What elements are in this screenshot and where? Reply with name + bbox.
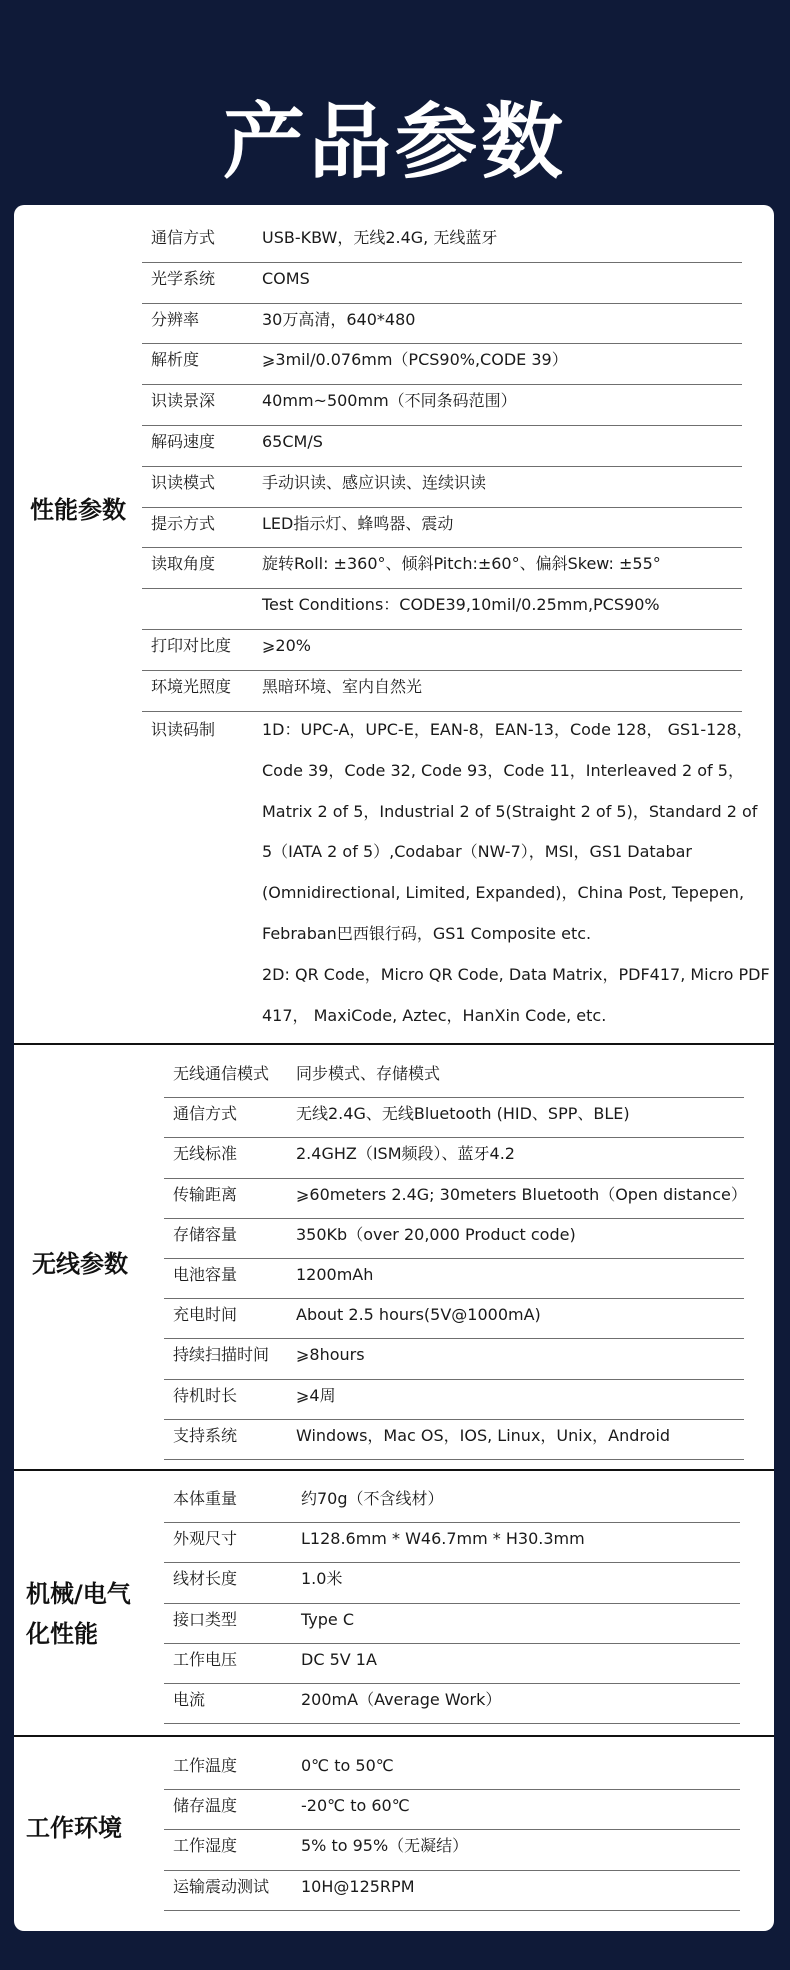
spec-row bbox=[142, 304, 742, 345]
spec-row bbox=[164, 1259, 744, 1299]
spec-row bbox=[164, 1299, 744, 1339]
spec-row bbox=[142, 671, 742, 712]
spec-row bbox=[164, 1830, 740, 1870]
section-divider bbox=[14, 1469, 774, 1471]
spec-row bbox=[142, 548, 742, 589]
spec-value: COMS bbox=[262, 268, 310, 288]
spec-key: 储存温度 bbox=[173, 1796, 238, 1816]
spec-value: Type C bbox=[301, 1609, 355, 1629]
codes-line: Febraban巴西银行码，GS1 Composite etc. bbox=[262, 924, 592, 943]
section-label-mechanical-line1: 机械/电气 bbox=[26, 1580, 131, 1608]
spec-value: 同步模式、存储模式 bbox=[296, 1064, 441, 1083]
spec-row bbox=[142, 589, 742, 630]
spec-row bbox=[164, 1380, 744, 1420]
spec-key: 识读景深 bbox=[151, 391, 216, 411]
spec-key: 工作温度 bbox=[173, 1756, 238, 1775]
spec-row bbox=[142, 263, 742, 304]
spec-key: 充电时间 bbox=[173, 1305, 238, 1325]
codes-line: 417， MaxiCode, Aztec，HanXin Code, etc. bbox=[262, 1005, 607, 1025]
spec-key: 解析度 bbox=[151, 350, 200, 370]
codes-line: Code 39，Code 32, Code 93，Code 11，Interleaved 2 of 5， bbox=[262, 760, 744, 780]
codes-label: 识读码制 bbox=[151, 720, 216, 739]
spec-key: 通信方式 bbox=[151, 228, 216, 247]
spec-key: 光学系统 bbox=[151, 268, 216, 288]
spec-row bbox=[164, 1058, 744, 1098]
codes-line: (Omnidirectional, Limited, Expanded)，China Post, Tepepen, bbox=[262, 883, 745, 903]
spec-value: USB-KBW，无线2.4G, 无线蓝牙 bbox=[262, 228, 498, 247]
spec-value: 5% to 95%（无凝结） bbox=[301, 1836, 469, 1856]
spec-row bbox=[164, 1098, 744, 1138]
spec-row bbox=[142, 385, 742, 426]
spec-row bbox=[142, 344, 742, 385]
spec-value: 0℃ to 50℃ bbox=[301, 1756, 394, 1775]
spec-row bbox=[164, 1483, 740, 1523]
spec-value: Test Conditions：CODE39,10mil/0.25mm,PCS90% bbox=[262, 595, 660, 615]
spec-row bbox=[164, 1644, 740, 1684]
spec-value: 黑暗环境、室内自然光 bbox=[262, 676, 423, 696]
spec-key: 无线通信模式 bbox=[173, 1064, 270, 1083]
spec-row bbox=[164, 1790, 740, 1830]
spec-row bbox=[164, 1219, 744, 1259]
spec-value: 手动识读、感应识读、连续识读 bbox=[262, 472, 487, 492]
section-label-wireless: 无线参数 bbox=[32, 1250, 128, 1278]
spec-key: 支持系统 bbox=[173, 1425, 238, 1445]
spec-key: 电流 bbox=[173, 1690, 206, 1709]
spec-value: About 2.5 hours(5V@1000mA) bbox=[296, 1305, 541, 1325]
spec-key: 解码速度 bbox=[151, 432, 216, 451]
spec-card bbox=[14, 205, 774, 1931]
spec-value: Windows，Mac OS，IOS, Linux，Unix，Android bbox=[296, 1425, 671, 1445]
spec-value: L128.6mm * W46.7mm * H30.3mm bbox=[301, 1529, 585, 1549]
spec-value: ⩾8hours bbox=[296, 1345, 365, 1365]
spec-value: LED指示灯、蜂鸣器、震动 bbox=[262, 513, 454, 533]
spec-key: 提示方式 bbox=[151, 513, 216, 533]
spec-key: 工作湿度 bbox=[173, 1836, 238, 1856]
spec-row bbox=[164, 1750, 740, 1790]
spec-value: 旋转Roll: ±360°、倾斜Pitch:±60°、偏斜Skew: ±55° bbox=[262, 554, 661, 574]
spec-row bbox=[164, 1179, 747, 1219]
spec-key: 本体重量 bbox=[173, 1489, 238, 1508]
spec-key: 识读模式 bbox=[151, 472, 216, 492]
spec-key: 读取角度 bbox=[151, 554, 216, 574]
spec-value: DC 5V 1A bbox=[301, 1649, 377, 1669]
spec-value: ⩾20% bbox=[262, 636, 311, 655]
codes-line: 5（IATA 2 of 5）,Codabar（NW-7），MSI，GS1 Databar bbox=[262, 842, 693, 862]
section-label-performance: 性能参数 bbox=[30, 496, 126, 524]
section-divider bbox=[14, 1735, 774, 1737]
spec-row bbox=[164, 1563, 740, 1603]
spec-key: 接口类型 bbox=[173, 1609, 238, 1629]
spec-value: 1.0米 bbox=[301, 1569, 343, 1589]
spec-value: 30万高清，640*480 bbox=[262, 309, 416, 329]
spec-key: 待机时长 bbox=[173, 1385, 238, 1405]
spec-key: 无线标准 bbox=[173, 1144, 238, 1164]
spec-value: ⩾60meters 2.4G; 30meters Bluetooth（Open distance） bbox=[296, 1184, 747, 1204]
spec-row bbox=[164, 1420, 744, 1460]
spec-row bbox=[164, 1523, 740, 1563]
spec-value: -20℃ to 60℃ bbox=[301, 1796, 410, 1816]
spec-row bbox=[164, 1684, 740, 1724]
spec-row bbox=[164, 1339, 744, 1379]
spec-key: 运输震动测试 bbox=[173, 1876, 270, 1896]
spec-value: 2.4GHZ（ISM频段）、蓝牙4.2 bbox=[296, 1144, 515, 1164]
spec-key: 通信方式 bbox=[173, 1104, 238, 1124]
spec-key: 电池容量 bbox=[173, 1265, 238, 1284]
spec-value: 10H@125RPM bbox=[301, 1876, 415, 1896]
page-title: 产品参数 bbox=[222, 95, 567, 190]
spec-row bbox=[142, 426, 742, 467]
spec-row bbox=[142, 467, 742, 508]
spec-key: 持续扫描时间 bbox=[173, 1345, 270, 1365]
spec-row bbox=[164, 1871, 740, 1911]
spec-row bbox=[164, 1138, 744, 1178]
spec-row bbox=[164, 1604, 740, 1644]
spec-value: ⩾3mil/0.076mm（PCS90%,CODE 39） bbox=[262, 350, 568, 370]
spec-key: 线材长度 bbox=[173, 1569, 238, 1589]
spec-key: 外观尺寸 bbox=[173, 1529, 238, 1549]
spec-key: 打印对比度 bbox=[151, 636, 232, 655]
spec-value: 65CM/S bbox=[262, 432, 323, 451]
spec-value: 无线2.4G、无线Bluetooth (HID、SPP、BLE) bbox=[296, 1104, 630, 1124]
spec-row bbox=[142, 630, 742, 671]
spec-row bbox=[142, 222, 742, 263]
spec-key: 传输距离 bbox=[173, 1184, 238, 1204]
spec-value: 1200mAh bbox=[296, 1265, 374, 1284]
spec-value: 200mA（Average Work） bbox=[301, 1690, 502, 1709]
section-label-environment: 工作环境 bbox=[26, 1814, 122, 1842]
spec-value: 40mm~500mm（不同条码范围） bbox=[262, 391, 517, 411]
codes-line: 2D: QR Code，Micro QR Code, Data Matrix，PDF417, Micro PDF bbox=[262, 964, 770, 984]
spec-key: 环境光照度 bbox=[151, 676, 232, 696]
spec-key: 存储容量 bbox=[173, 1224, 238, 1244]
section-divider bbox=[14, 1043, 774, 1045]
spec-value: 约70g（不含线材） bbox=[301, 1489, 444, 1508]
codes-line: Matrix 2 of 5，Industrial 2 of 5(Straight 2 of 5)，Standard 2 of bbox=[262, 801, 758, 821]
spec-key: 分辨率 bbox=[151, 309, 200, 329]
spec-value: 350Kb（over 20,000 Product code) bbox=[296, 1224, 576, 1244]
spec-key: 工作电压 bbox=[173, 1649, 238, 1669]
spec-value: ⩾4周 bbox=[296, 1385, 336, 1405]
codes-line: 1D：UPC-A，UPC-E，EAN-8，EAN-13，Code 128， GS1-128， bbox=[262, 720, 753, 739]
spec-row bbox=[142, 508, 742, 549]
section-label-mechanical-line2: 化性能 bbox=[26, 1620, 98, 1648]
